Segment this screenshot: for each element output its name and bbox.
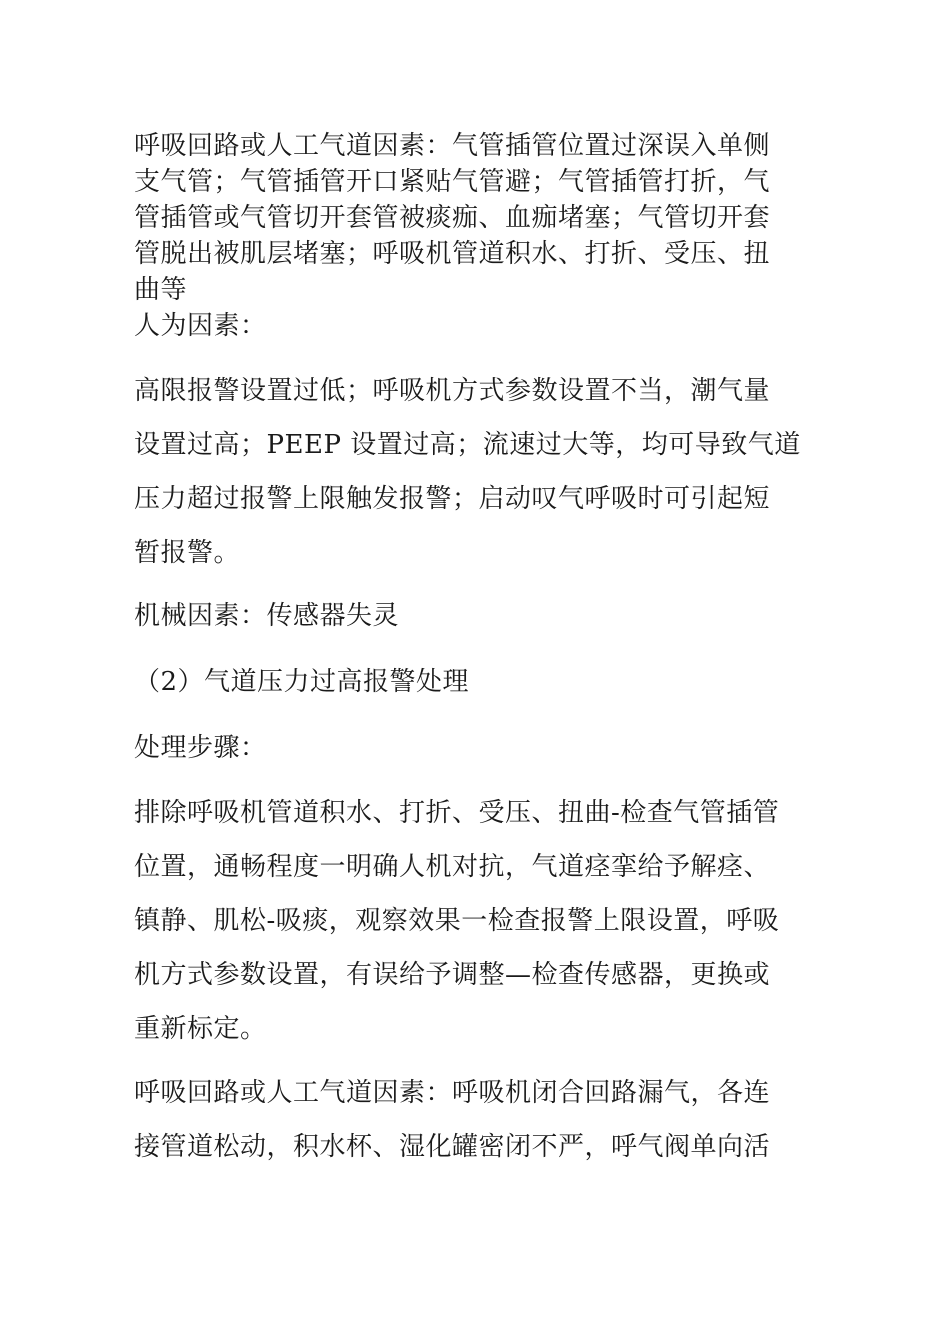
- paragraph-mechanical-factors: 机械因素：传感器失灵: [134, 601, 400, 631]
- paragraph-steps-detail: 排除呼吸机管道积水、打折、受压、扭曲-检查气管插管 位置，通畅程度一明确人机对抗，气道痉挛给予解痉、 镇静、肌松-吸痰，观察效果一检查报警上限设置，呼吸 机方式参数设置，有误给予调整—检查传感器，更换或 重新标定。: [134, 798, 780, 1044]
- paragraph-human-factors-heading: 人为因素：: [134, 311, 267, 341]
- paragraph-human-factors-detail: 高限报警设置过低；呼吸机方式参数设置不当，潮气量 设置过高；PEEP 设置过高；流速过大等，均可导致气道 压力超过报警上限触发报警；启动叹气呼吸时可引起短 暂报警。: [134, 376, 801, 568]
- paragraph-airway-factors: 呼吸回路或人工气道因素：气管插管位置过深误入单侧 支气管；气管插管开口紧贴气管避；气管插管打折，气 管插管或气管切开套管被痰痂、血痂堵塞；气管切开套 管脱出被肌层堵塞；呼吸机管道积水、打折、受压、扭 曲等: [134, 131, 771, 305]
- paragraph-circuit-leak-factors: 呼吸回路或人工气道因素：呼吸机闭合回路漏气，各连 接管道松动，积水杯、湿化罐密闭不严，呼气阀单向活: [134, 1078, 771, 1162]
- section-heading-high-pressure-alarm: （2）气道压力过高报警处理: [134, 667, 470, 697]
- paragraph-steps-heading: 处理步骤：: [134, 733, 267, 763]
